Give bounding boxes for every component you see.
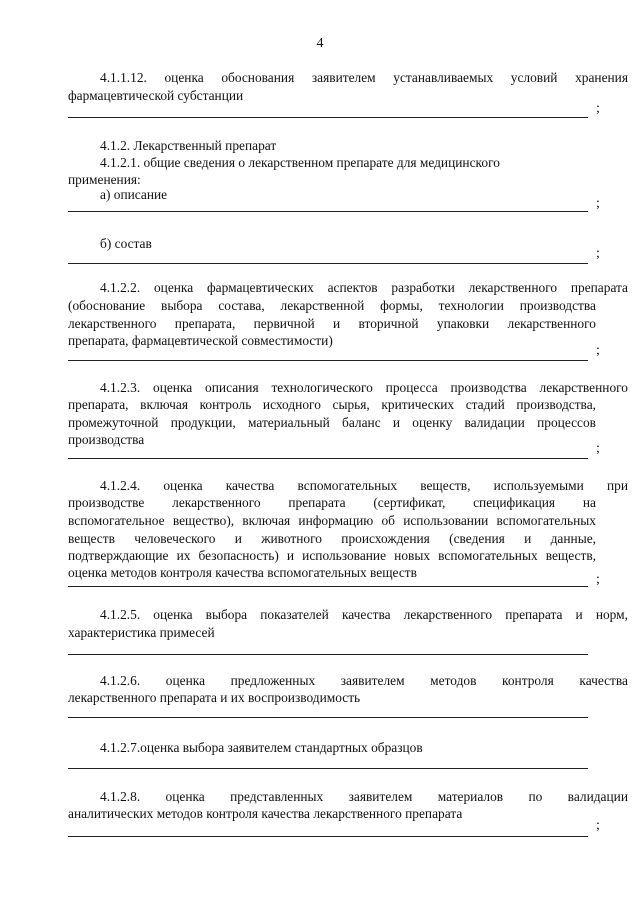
item-4-1-2-4-line-2: производстве лекарственного препарата (сертификат, спецификация на [68, 495, 596, 510]
semicolon: ; [596, 246, 600, 261]
answer-line [68, 836, 588, 837]
answer-line [68, 654, 588, 655]
item-4-1-2-4-line-4: веществ человеческого и животного происхождения (сведения и данные, [68, 531, 596, 546]
item-4-1-2-4-line-3: вспомогательное вещество), включая информацию об использовании вспомогательных [68, 513, 596, 528]
semicolon: ; [596, 196, 600, 211]
item-4-1-2-1-line-2: применения: [68, 172, 141, 187]
answer-line [68, 768, 588, 769]
item-4-1-2-3-line-2: препарата, включая контроль исходного сырья, критических стадий производства, [68, 397, 596, 412]
item-4-1-2-4-line-5: подтверждающие их безопасность) и использование новых вспомогательных веществ, [68, 548, 596, 563]
semicolon: ; [596, 818, 600, 833]
item-4-1-2-3-line-4: производства [68, 432, 145, 447]
section-heading-4-1-2: 4.1.2. Лекарственный препарат [100, 138, 277, 153]
item-4-1-2-8-line-1: 4.1.2.8. оценка представленных заявителем материалов по валидации [100, 789, 628, 804]
item-4-1-2-2-line-4: препарата, фармацевтической совместимости) [68, 333, 333, 348]
answer-line [68, 717, 588, 718]
answer-line [68, 586, 588, 587]
item-4-1-2-5-line-2: характеристика примесей [68, 625, 215, 640]
item-4-1-2-2-line-1: 4.1.2.2. оценка фармацевтических аспектов разработки лекарственного препарата [100, 280, 628, 295]
item-b-composition: б) состав [100, 236, 152, 251]
item-4-1-2-4-line-6: оценка методов контроля качества вспомогательных веществ [68, 565, 417, 580]
semicolon: ; [596, 572, 600, 587]
item-4-1-2-2-line-3: лекарственного препарата, первичной и вторичной упаковки лекарственного [68, 316, 596, 331]
item-4-1-2-4-line-1: 4.1.2.4. оценка качества вспомогательных веществ, используемыми при [100, 478, 628, 493]
item-4-1-2-3-line-3: промежуточной продукции, материальный баланс и оценку валидации процессов [68, 415, 596, 430]
item-4-1-2-2-line-2: (обоснование выбора состава, лекарственной формы, технологии производства [68, 298, 596, 313]
semicolon: ; [596, 441, 600, 456]
answer-line [68, 458, 588, 459]
item-4-1-2-6-line-2: лекарственного препарата и их воспроизводимость [68, 690, 361, 705]
item-4-1-2-7: 4.1.2.7.оценка выбора заявителем стандартных образцов [100, 740, 423, 755]
item-4-1-2-5-line-1: 4.1.2.5. оценка выбора показателей качества лекарственного препарата и норм, [100, 607, 628, 622]
answer-line [68, 263, 588, 264]
page-number: 4 [316, 36, 324, 51]
item-4-1-2-1-line-1: 4.1.2.1. общие сведения о лекарственном препарате для медицинского [100, 155, 500, 170]
semicolon: ; [596, 101, 600, 116]
item-4-1-2-3-line-1: 4.1.2.3. оценка описания технологического процесса производства лекарственного [100, 380, 628, 395]
answer-line [68, 360, 588, 361]
item-4-1-1-12-line-1: 4.1.1.12. оценка обоснования заявителем устанавливаемых условий хранения [100, 70, 628, 85]
semicolon: ; [596, 343, 600, 358]
item-a-description: а) описание [100, 187, 168, 202]
answer-line [68, 117, 588, 118]
item-4-1-1-12-line-2: фармацевтической субстанции [68, 88, 244, 103]
item-4-1-2-6-line-1: 4.1.2.6. оценка предложенных заявителем методов контроля качества [100, 673, 628, 688]
answer-line [68, 211, 588, 212]
item-4-1-2-8-line-2: аналитических методов контроля качества лекарственного препарата [68, 806, 463, 821]
